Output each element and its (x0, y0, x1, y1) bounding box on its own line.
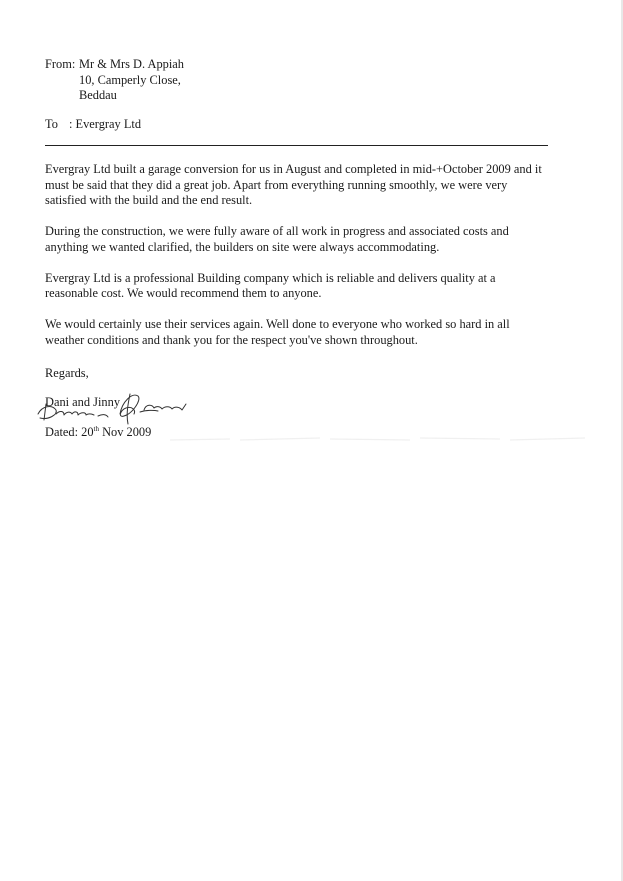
date-label: Dated: 20 (45, 425, 94, 439)
from-label: From: (45, 57, 76, 71)
sender-row (45, 57, 345, 73)
recipient-row (45, 117, 141, 133)
to-label: To (45, 117, 58, 131)
date-suffix: th (93, 425, 99, 433)
recipient-name: : Evergray Ltd (69, 117, 142, 131)
paragraph-4: We would certainly use their services again. Well done to everyone who worked so hard in all weather conditions and thank you for the respect you've shown throughout. (45, 317, 510, 347)
sender-block (45, 57, 345, 104)
handwritten-signature (34, 384, 194, 428)
paragraph-3: Evergray Ltd is a professional Building company which is reliable and delivers quality at a reasonable cost. We would recommend them to anyone. (45, 270, 496, 300)
paragraph-1: Evergray Ltd built a garage conversion for us in August and completed in mid-+October 2009 and it must be said that they did a great job. Apart from everything running smoothly, we were very satisfied with the build and the end result. (45, 162, 542, 207)
sender-address-line-2: Beddau (79, 88, 117, 102)
paragraph-2: During the construction, we were fully aware of all work in progress and associated costs and anything we wanted clarified, the builders on site were always accommodating. (45, 224, 509, 254)
date-rest: Nov 2009 (98, 425, 152, 439)
signatory-names: Dani and Jinny (45, 395, 121, 409)
letter-body (45, 162, 550, 364)
sender-address-line-1: 10, Camperly Close, (79, 72, 181, 87)
date-line (45, 425, 151, 441)
header-divider (45, 145, 548, 146)
scan-artifact (170, 428, 590, 448)
sender-name: Mr & Mrs D. Appiah (79, 57, 184, 71)
closing: Regards, (45, 366, 89, 380)
